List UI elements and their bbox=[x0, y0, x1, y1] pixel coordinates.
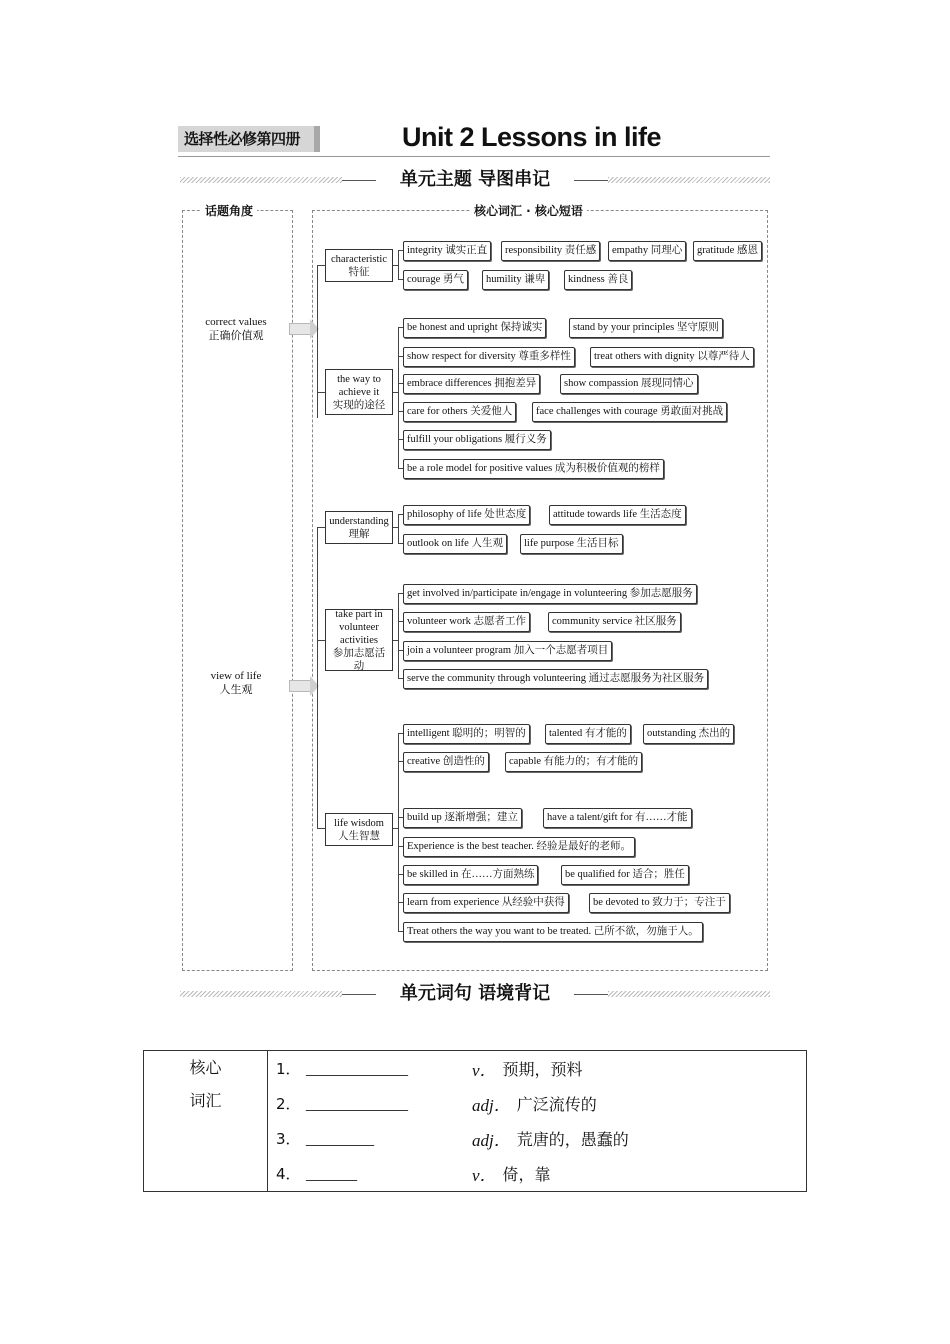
vocab-chip: empathy 同理心 bbox=[608, 241, 686, 261]
vocab-chip: show respect for diversity 尊重多样性 bbox=[403, 347, 575, 367]
core-vocab-table bbox=[143, 1050, 807, 1192]
header-rule bbox=[178, 156, 770, 157]
group-understanding: understanding 理解 bbox=[325, 511, 393, 544]
vocab-chip: creative 创造性的 bbox=[403, 752, 489, 772]
connector bbox=[317, 392, 325, 393]
vocab-chip: have a talent/gift for 有……才能 bbox=[543, 808, 692, 828]
vocab-chip: capable 有能力的；有才能的 bbox=[505, 752, 642, 772]
vocab-chip: intelligent 聪明的；明智的 bbox=[403, 724, 530, 744]
angle-correct-values: correct values 正确价值观 bbox=[205, 316, 267, 342]
vocab-chip: serve the community through volunteering 通过志愿服务为社区服务 bbox=[403, 669, 708, 689]
vocab-chip: Treat others the way you want to be treated. 己所不欲，勿施于人。 bbox=[403, 922, 703, 942]
vocab-chip: integrity 诚实正直 bbox=[403, 241, 491, 261]
connector bbox=[393, 828, 398, 829]
vocab-chip: get involved in/participate in/engage in volunteering 参加志愿服务 bbox=[403, 584, 697, 604]
vocab-chip: community service 社区服务 bbox=[548, 612, 681, 632]
vocab-chip: outlook on life 人生观 bbox=[403, 534, 507, 554]
vocab-chip: build up 逐渐增强；建立 bbox=[403, 808, 522, 828]
vocab-chip: courage 勇气 bbox=[403, 270, 468, 290]
sub-spine bbox=[398, 593, 399, 678]
vocab-chip: humility 谦卑 bbox=[482, 270, 549, 290]
sub-spine bbox=[398, 327, 399, 468]
answer-blank[interactable]: ____________ bbox=[306, 1093, 408, 1113]
group-way-to-achieve: the way to achieve it 实现的途径 bbox=[325, 369, 393, 415]
vocab-chip: attitude towards life 生活态度 bbox=[549, 505, 686, 525]
section-banner-sentences-title: 单元词句 语境背记 bbox=[342, 983, 608, 1005]
vocab-category-cell: 核心 词汇 bbox=[144, 1051, 268, 1192]
sub-spine bbox=[398, 514, 399, 543]
connector bbox=[393, 640, 398, 641]
vocab-chip: be qualified for 适合；胜任 bbox=[561, 865, 689, 885]
vocab-chip: life purpose 生活目标 bbox=[520, 534, 623, 554]
vocab-chip: be skilled in 在……方面熟练 bbox=[403, 865, 538, 885]
connector bbox=[317, 527, 325, 528]
vocab-chip: responsibility 责任感 bbox=[501, 241, 600, 261]
vocab-chip: talented 有才能的 bbox=[545, 724, 631, 744]
vocab-chip: stand by your principles 坚守原则 bbox=[569, 318, 723, 338]
vocab-chip: fulfill your obligations 履行义务 bbox=[403, 430, 551, 450]
connector bbox=[393, 527, 398, 528]
vocab-item: 3． ________ adj． 荒唐的，愚蠢的 bbox=[276, 1128, 629, 1150]
vocab-chip: be a role model for positive values 成为积极价值观的榜样 bbox=[403, 459, 664, 479]
vocab-chip: embrace differences 拥抱差异 bbox=[403, 374, 540, 394]
connector bbox=[317, 640, 325, 641]
vocab-chip: Experience is the best teacher. 经验是最好的老师。 bbox=[403, 837, 635, 857]
section-banner-sentences bbox=[180, 983, 770, 1005]
vocab-chip: gratitude 感恩 bbox=[693, 241, 762, 261]
tree-spine-life bbox=[317, 527, 318, 829]
vocab-chip: be devoted to 致力于；专注于 bbox=[589, 893, 730, 913]
vocab-chip: join a volunteer program 加入一个志愿者项目 bbox=[403, 641, 612, 661]
section-banner-theme-title: 单元主题 导图串记 bbox=[342, 169, 608, 191]
arrow-right-icon bbox=[289, 680, 311, 692]
vocab-item: 2． ____________ adj． 广泛流传的 bbox=[276, 1093, 597, 1115]
vocab-chip: face challenges with courage 勇敢面对挑战 bbox=[532, 402, 727, 422]
group-volunteer-activities: take part in volunteer activities 参加志愿活动 bbox=[325, 609, 393, 671]
connector bbox=[393, 392, 398, 393]
sub-spine bbox=[398, 250, 399, 279]
vocab-chip: learn from experience 从经验中获得 bbox=[403, 893, 569, 913]
answer-blank[interactable]: ____________ bbox=[306, 1058, 408, 1078]
vocab-item: 1． ____________ v． 预期，预料 bbox=[276, 1058, 583, 1080]
connector bbox=[317, 265, 325, 266]
answer-blank[interactable]: ______ bbox=[306, 1163, 357, 1183]
vocab-chip: treat others with dignity 以尊严待人 bbox=[590, 347, 754, 367]
arrow-right-icon bbox=[289, 323, 311, 335]
vocab-chip: volunteer work 志愿者工作 bbox=[403, 612, 530, 632]
topic-angle-title: 话题角度 bbox=[201, 204, 257, 218]
vocab-chip: be honest and upright 保持诚实 bbox=[403, 318, 546, 338]
vocab-item: 4． ______ v． 倚，靠 bbox=[276, 1163, 551, 1185]
vocab-chip: show compassion 展现同情心 bbox=[560, 374, 698, 394]
core-vocab-title: 核心词汇 · 核心短语 bbox=[470, 204, 587, 218]
group-life-wisdom: life wisdom 人生智慧 bbox=[325, 813, 393, 846]
connector bbox=[393, 265, 398, 266]
connector bbox=[317, 828, 325, 829]
book-volume-tag: 选择性必修第四册 bbox=[178, 126, 320, 152]
vocab-chip: outstanding 杰出的 bbox=[643, 724, 734, 744]
angle-view-of-life: view of life 人生观 bbox=[210, 670, 262, 696]
vocab-chip: philosophy of life 处世态度 bbox=[403, 505, 530, 525]
unit-title: Unit 2 Lessons in life bbox=[402, 122, 662, 152]
vocab-chip: care for others 关爱他人 bbox=[403, 402, 516, 422]
vocab-items-cell bbox=[268, 1051, 807, 1192]
answer-blank[interactable]: ________ bbox=[306, 1128, 374, 1148]
vocab-chip: kindness 善良 bbox=[564, 270, 632, 290]
group-characteristic: characteristic 特征 bbox=[325, 249, 393, 282]
tree-spine-values bbox=[317, 265, 318, 418]
section-banner-theme bbox=[180, 169, 770, 191]
